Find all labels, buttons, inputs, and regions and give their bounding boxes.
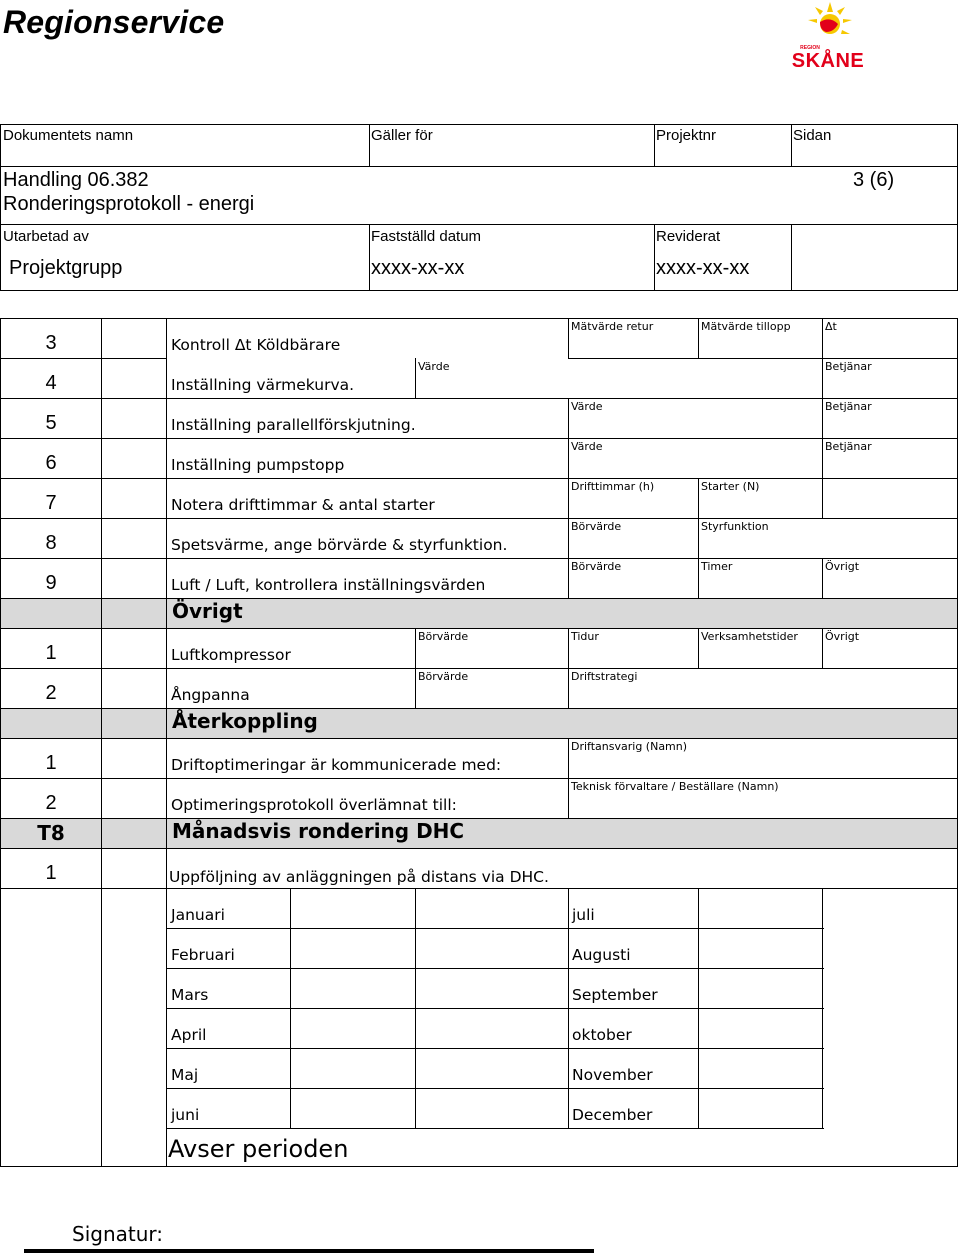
task-label: Kontroll Δt Köldbärare bbox=[171, 336, 341, 354]
month-label: Januari bbox=[171, 906, 225, 924]
section-band-aterkoppling bbox=[1, 708, 957, 738]
month-label: September bbox=[572, 986, 658, 1004]
cell-label: Verksamhetstider bbox=[701, 630, 798, 643]
row-number: 9 bbox=[45, 572, 57, 594]
document-header-table bbox=[0, 124, 958, 291]
logo-small-text: REGION bbox=[800, 45, 820, 51]
revised-value: xxxx-xx-xx bbox=[656, 257, 750, 279]
month-label: Maj bbox=[171, 1066, 199, 1084]
cell-label: Värde bbox=[571, 440, 603, 453]
row-number: 7 bbox=[45, 492, 57, 514]
month-label: April bbox=[171, 1026, 207, 1044]
cell-label: Driftansvarig (Namn) bbox=[571, 740, 688, 753]
cell-label: Drifttimmar (h) bbox=[571, 480, 655, 493]
signature-label: Signatur: bbox=[72, 1222, 164, 1246]
month-label: Februari bbox=[171, 946, 235, 964]
task-label: Inställning värmekurva. bbox=[171, 376, 355, 394]
cell-label: Starter (N) bbox=[701, 480, 760, 493]
month-label: oktober bbox=[572, 1026, 632, 1044]
row-number: 4 bbox=[45, 372, 57, 394]
cell-label: Värde bbox=[571, 400, 603, 413]
doc-name-label: Dokumentets namn bbox=[3, 127, 134, 144]
row-number: 2 bbox=[45, 682, 57, 704]
signature-line[interactable] bbox=[24, 1249, 594, 1253]
task-label: Notera drifttimmar & antal starter bbox=[171, 496, 435, 514]
cell-label: Börvärde bbox=[418, 670, 469, 683]
doc-name-line2: Ronderingsprotokoll - energi bbox=[3, 193, 255, 215]
cell-label: Mätvärde retur bbox=[571, 320, 654, 333]
cell-label: Tidur bbox=[571, 630, 599, 643]
section-title-aterkoppling: Återkoppling bbox=[172, 709, 318, 733]
task-label: Driftoptimeringar är kommunicerade med: bbox=[171, 756, 502, 774]
row-number: 5 bbox=[45, 412, 57, 434]
row-number: 1 bbox=[45, 862, 57, 884]
page-value: 3 (6) bbox=[853, 169, 895, 191]
project-label: Projektnr bbox=[656, 127, 717, 144]
period-label: Avser perioden bbox=[168, 1135, 349, 1163]
task-label: Uppföljning av anläggningen på distans via DHC. bbox=[169, 868, 549, 886]
task-label: Ångpanna bbox=[171, 686, 250, 704]
task-label: Luftkompressor bbox=[171, 646, 291, 664]
task-label: Inställning pumpstopp bbox=[171, 456, 345, 474]
applies-label: Gäller för bbox=[371, 127, 433, 144]
month-label: November bbox=[572, 1066, 653, 1084]
row-number: 6 bbox=[45, 452, 57, 474]
approved-date-label: Fastställd datum bbox=[371, 228, 482, 245]
month-label: juni bbox=[171, 1106, 200, 1124]
logo-text: SKÅNE bbox=[791, 50, 865, 72]
page-label: Sidan bbox=[793, 127, 832, 144]
task-label: Luft / Luft, kontrollera inställningsvärden bbox=[171, 576, 486, 594]
cell-label: Betjänar bbox=[825, 400, 872, 413]
month-label: juli bbox=[572, 906, 595, 924]
cell-label: Börvärde bbox=[571, 560, 622, 573]
cell-label: Teknisk förvaltare / Beställare (Namn) bbox=[571, 780, 779, 793]
approved-date-value: xxxx-xx-xx bbox=[371, 257, 465, 279]
row-number: 3 bbox=[45, 332, 57, 354]
row-number: 1 bbox=[45, 642, 57, 664]
month-label: Mars bbox=[171, 986, 209, 1004]
section-title-ovrigt: Övrigt bbox=[172, 599, 243, 623]
section-band-ovrigt bbox=[1, 598, 957, 628]
task-label: Inställning parallellförskjutning. bbox=[171, 416, 416, 434]
task-label: Spetsvärme, ange börvärde & styrfunktion. bbox=[171, 536, 508, 554]
cell-label: Timer bbox=[701, 560, 733, 573]
cell-label: Styrfunktion bbox=[701, 520, 769, 533]
cell-label: Börvärde bbox=[418, 630, 469, 643]
section-title-t8: Månadsvis rondering DHC bbox=[172, 819, 465, 843]
month-label: Augusti bbox=[572, 946, 631, 964]
doc-name-line1: Handling 06.382 bbox=[3, 169, 149, 191]
region-title: Regionservice bbox=[3, 4, 225, 40]
prepared-by-label: Utarbetad av bbox=[3, 228, 89, 245]
cell-label: Δt bbox=[825, 320, 837, 333]
cell-label: Driftstrategi bbox=[571, 670, 638, 683]
section-band-t8 bbox=[1, 818, 957, 848]
cell-label: Övrigt bbox=[825, 630, 860, 643]
cell-label: Övrigt bbox=[825, 560, 860, 573]
row-number: 2 bbox=[45, 792, 57, 814]
cell-label: Betjänar bbox=[825, 360, 872, 373]
month-label: December bbox=[572, 1106, 653, 1124]
prepared-by-value: Projektgrupp bbox=[9, 257, 123, 279]
cell-label: Betjänar bbox=[825, 440, 872, 453]
revised-label: Reviderat bbox=[656, 228, 721, 245]
section-number-t8: T8 bbox=[37, 821, 65, 845]
task-label: Optimeringsprotokoll överlämnat till: bbox=[171, 796, 457, 814]
cell-label: Börvärde bbox=[571, 520, 622, 533]
cell-label: Mätvärde tillopp bbox=[701, 320, 791, 333]
row-number: 8 bbox=[45, 532, 57, 554]
row-number: 1 bbox=[45, 752, 57, 774]
cell-label: Värde bbox=[418, 360, 450, 373]
